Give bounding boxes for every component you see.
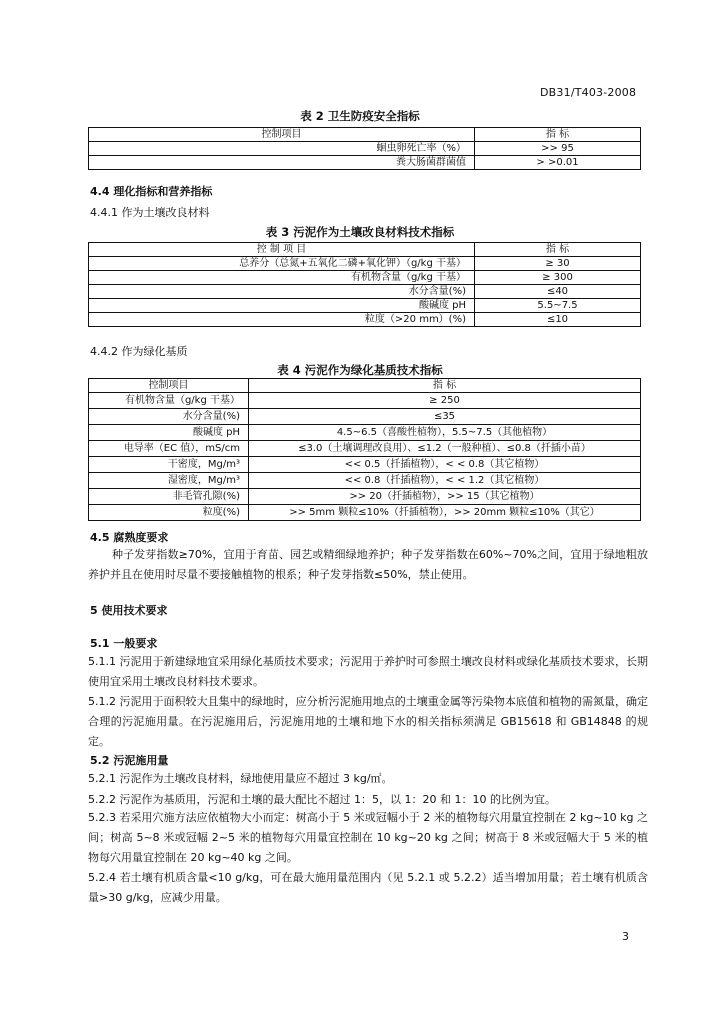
table-row xyxy=(89,425,641,441)
table4-caption: 表 4 污泥作为绿化基质技术指标 xyxy=(277,363,443,377)
table2 xyxy=(88,127,641,170)
table-cell: 非毛管孔隙(%) xyxy=(89,489,249,505)
section-5-2-heading: 5.2 污泥施用量 xyxy=(90,754,169,767)
table-row xyxy=(89,142,641,156)
table4 xyxy=(88,378,641,521)
section-4-4-heading: 4.4 理化指标和营养指标 xyxy=(90,185,213,198)
paragraph-5-2-3: 5.2.3 若采用穴施方法应依植物大小而定：树高小于 5 米或冠幅小于 2 米的植物每穴用量宜控制在 2 kg~10 kg 之间；树高 5~8 米或冠幅 2~5 米的植物每穴用量宜控制在 10 kg~20 kg 之间；树高于 8 米或冠幅大于 5 米的植物每穴用量宜控制在 20 kg~40 kg 之间。 xyxy=(88,811,648,864)
table3-header-row xyxy=(89,243,641,257)
table-row xyxy=(89,285,641,299)
table-cell: >> 20（扦插植物），>> 15（其它植物） xyxy=(249,489,641,505)
paragraph-5-2-2: 5.2.2 污泥作为基质用，污泥和土壤的最大配比不超过 1：5，以 1：20 和 1：10 的比例为宜。 xyxy=(88,793,556,806)
table-cell: 粒度（>20 mm）(%) xyxy=(89,313,475,327)
table4-header-cell: 控制项目 xyxy=(89,379,249,393)
table-cell: << 0.8（扦插植物），< < 1.2（其它植物） xyxy=(249,473,641,489)
table-cell: ≥ 300 xyxy=(475,271,641,285)
table-cell: > >0.01 xyxy=(475,156,641,170)
table2-header-cell: 控制项目 xyxy=(89,128,475,142)
table-cell: 总养分（总氮+五氧化二磷+氧化钾）（g/kg 干基） xyxy=(89,257,475,271)
table-cell: ≥ 30 xyxy=(475,257,641,271)
table-cell: >> 5mm 颗粒≤10%（扦插植物），>> 20mm 颗粒≤10%（其它） xyxy=(249,505,641,521)
table3-caption: 表 3 污泥作为土壤改良材料技术指标 xyxy=(265,225,455,239)
table4-header-row xyxy=(89,379,641,393)
table-cell: 酸碱度 pH xyxy=(89,299,475,313)
table-row xyxy=(89,505,641,521)
table-cell: 粒度(%) xyxy=(89,505,249,521)
table-cell: 有机物含量（g/kg 干基） xyxy=(89,271,475,285)
table-row xyxy=(89,489,641,505)
table-row xyxy=(89,457,641,473)
paragraph-5-1-1: 5.1.1 污泥用于新建绿地宜采用绿化基质技术要求；污泥用于养护时可参照土壤改良材料或绿化基质技术要求，长期使用宜采用土壤改良材料技术要求。 xyxy=(88,655,648,688)
table-cell: 粪大肠菌群菌值 xyxy=(89,156,475,170)
paragraph-4-5: 种子发芽指数≥70%，宜用于育苗、园艺或精细绿地养护；种子发芽指数在60%~70%之间，宜用于绿地粗放养护并且在使用时尽量不要接触植物的根系；种子发芽指数≤50%，禁止使用。 xyxy=(88,548,648,581)
table-cell: 湿密度，Mg/m³ xyxy=(89,473,249,489)
section-4-5-heading: 4.5 腐熟度要求 xyxy=(90,531,169,544)
table-row xyxy=(89,257,641,271)
table3-header-cell: 指 标 xyxy=(475,243,641,257)
table-row xyxy=(89,313,641,327)
table3 xyxy=(88,242,641,327)
table-cell: 水分含量(%) xyxy=(89,409,249,425)
table-cell: 酸碱度 pH xyxy=(89,425,249,441)
section-4-4-1-heading: 4.4.1 作为土壤改良材料 xyxy=(90,206,210,219)
section-5-1-heading: 5.1 一般要求 xyxy=(90,637,158,650)
table2-header-cell: 指 标 xyxy=(475,128,641,142)
table-row xyxy=(89,299,641,313)
table-cell: 电导率（EC 值），mS/cm xyxy=(89,441,249,457)
table2-header-row xyxy=(89,128,641,142)
table3-header-cell: 控 制 项 目 xyxy=(89,243,475,257)
section-4-4-2-heading: 4.4.2 作为绿化基质 xyxy=(90,345,188,358)
table-cell: 蛔虫卵死亡率（%） xyxy=(89,142,475,156)
paragraph-5-2-1: 5.2.1 污泥作为土壤改良材料，绿地使用量应不超过 3 kg/㎡。 xyxy=(88,772,393,785)
table-cell: 5.5~7.5 xyxy=(475,299,641,313)
page-number: 3 xyxy=(622,930,629,943)
table-cell: << 0.5（扦插植物），< < 0.8（其它植物） xyxy=(249,457,641,473)
table-row xyxy=(89,473,641,489)
table-cell: ≤10 xyxy=(475,313,641,327)
table4-header-cell: 指 标 xyxy=(249,379,641,393)
table-cell: 4.5~6.5（喜酸性植物），5.5~7.5（其他植物） xyxy=(249,425,641,441)
paragraph-5-1-2: 5.1.2 污泥用于面积较大且集中的绿地时，应分析污泥施用地点的土壤重金属等污染物本底值和植物的需氮量，确定合理的污泥施用量。在污泥施用后，污泥施用地的土壤和地下水的相关指标须满足 GB15618 和 GB14848 的规定。 xyxy=(88,695,648,748)
table-cell: 有机物含量（g/kg 干基） xyxy=(89,393,249,409)
table-cell: ≥ 250 xyxy=(249,393,641,409)
table2-caption: 表 2 卫生防疫安全指标 xyxy=(300,109,420,123)
table-row xyxy=(89,156,641,170)
section-5-heading: 5 使用技术要求 xyxy=(90,604,168,617)
table-row xyxy=(89,409,641,425)
table-cell: >> 95 xyxy=(475,142,641,156)
table-row xyxy=(89,441,641,457)
table-cell: ≤35 xyxy=(249,409,641,425)
document-code: DB31/T403-2008 xyxy=(540,86,637,99)
table-row xyxy=(89,393,641,409)
table-cell: ≤3.0（土壤调理改良用）、≤1.2（一般种植）、≤0.8（扦插小苗） xyxy=(249,441,641,457)
paragraph-5-2-4: 5.2.4 若土壤有机质含量<10 g/kg，可在最大施用量范围内（见 5.2.1 或 5.2.2）适当增加用量；若土壤有机质含量>30 g/kg，应减少用量。 xyxy=(88,871,648,904)
table-cell: 水分含量(%) xyxy=(89,285,475,299)
table-cell: ≤40 xyxy=(475,285,641,299)
table-cell: 干密度，Mg/m³ xyxy=(89,457,249,473)
table-row xyxy=(89,271,641,285)
